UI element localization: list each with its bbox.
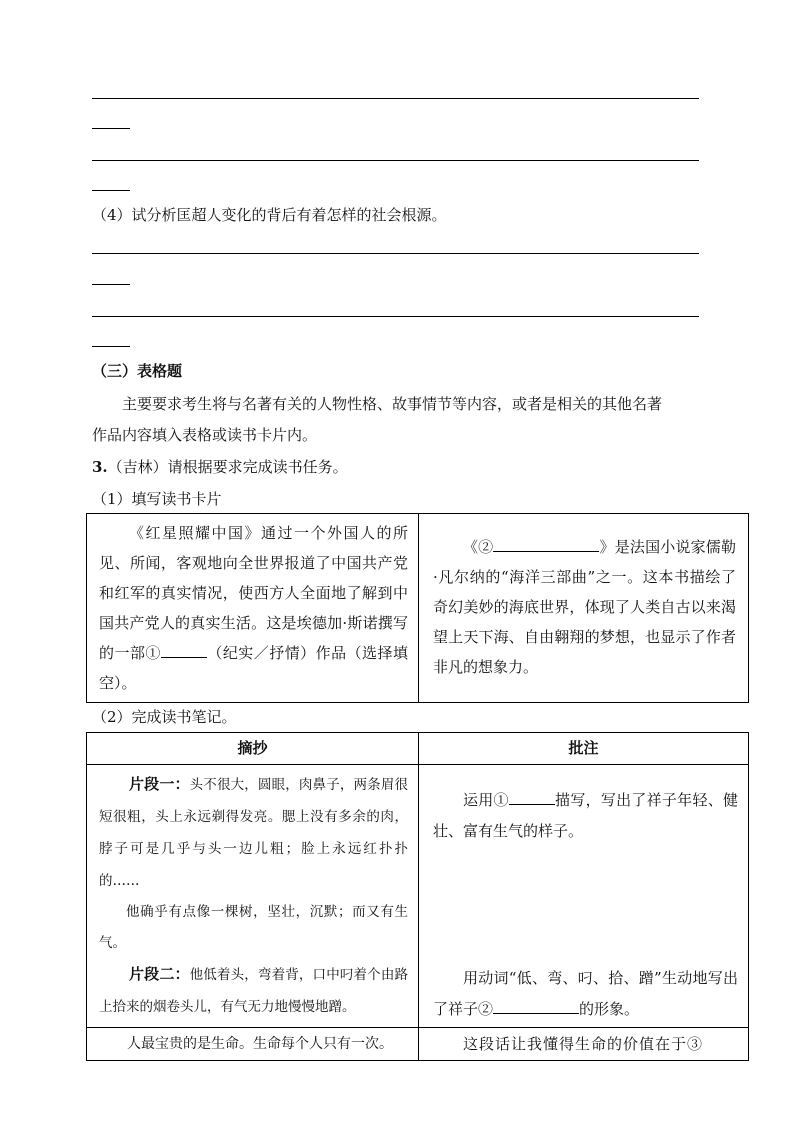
part-1-label: （1）填写读书卡片 xyxy=(92,490,222,508)
answer-line-end xyxy=(92,190,130,191)
last-left-cell xyxy=(87,1028,419,1061)
question-number: 3. xyxy=(92,458,108,476)
excerpt-2-label: 片段二： xyxy=(129,965,190,983)
answer-line-end xyxy=(92,346,130,347)
card-left-cell xyxy=(87,514,419,703)
answer-line xyxy=(92,253,699,254)
answer-line xyxy=(92,98,699,99)
reading-notes-table xyxy=(86,732,749,1061)
card-right-text-part1: 《② xyxy=(463,538,494,556)
note-1-part2: 描写，写出了祥子年轻、健壮、富有生气的样子。 xyxy=(433,791,738,840)
reading-card-table xyxy=(86,513,749,703)
note-1-part1: 运用① xyxy=(463,791,509,809)
blank-note-1[interactable] xyxy=(509,789,555,805)
card-right-cell xyxy=(419,514,749,703)
excerpt-1-label: 片段一： xyxy=(129,775,190,793)
part-2-label: （2）完成读书笔记。 xyxy=(92,708,237,726)
card-left-text-part2: （纪实／抒情）作品（选择填空）。 xyxy=(99,644,408,692)
section-heading: （三）表格题 xyxy=(92,362,183,380)
card-left-text-part1: 《红星照耀中国》通过一个外国人的所见、所闻，客观地向全世界报道了中国共产党和红军的真实情况，使西方人全面地了解到中国共产党人的真实生活。这是埃德加·斯诺撰写的一部① xyxy=(99,524,408,662)
excerpt-2-text: 他低着头，弯着背，口中叼着个由路上拾来的烟卷头儿，有气无力地慢慢地蹭。 xyxy=(99,967,408,1015)
section-intro-line-2: 作品内容填入表格或读书卡片内。 xyxy=(92,426,318,444)
excerpt-1-continued: 他确乎有点像一棵树，坚壮，沉默；而又有生气。 xyxy=(99,904,408,951)
answer-line xyxy=(92,160,699,161)
annotation-cell xyxy=(419,765,749,1028)
answer-line xyxy=(92,316,699,317)
annotation-content xyxy=(419,765,748,1022)
header-excerpt: 摘抄 xyxy=(237,739,268,757)
excerpt-content xyxy=(87,765,418,1027)
question-4-prompt: （4）试分析匡超人变化的背后有着怎样的社会根源。 xyxy=(92,206,447,224)
answer-line-end xyxy=(92,284,130,285)
header-annotation: 批注 xyxy=(568,739,599,757)
notes-header-right xyxy=(419,733,749,765)
blank-1[interactable] xyxy=(161,642,207,658)
note-2-part1: 用动词“低、弯、叼、拾、蹭”生动地写出了祥子② xyxy=(433,969,738,1018)
question-3-text: （吉林）请根据要求完成读书任务。 xyxy=(107,458,348,476)
card-right-text xyxy=(419,514,748,686)
section-intro-line-1: 主要要求考生将与名著有关的人物性格、故事情节等内容，或者是相关的其他名著 xyxy=(122,395,663,413)
blank-note-2[interactable] xyxy=(493,998,579,1014)
quote-text: 人最宝贵的是生命。生命每个人只有一次。 xyxy=(127,1036,393,1052)
notes-header-left xyxy=(87,733,419,765)
note-2-part2: 的形象。 xyxy=(579,1000,640,1018)
blank-2[interactable] xyxy=(493,536,599,552)
last-right-cell xyxy=(419,1028,749,1061)
quote-annotation: 这段话让我懂得生命的价值在于③ xyxy=(463,1035,704,1053)
excerpt-1-text: 头不很大，圆眼，肉鼻子，两条眉很短很粗，头上永远剃得发亮。腮上没有多余的肉，脖子可是几乎与头一边儿粗；脸上永远红扑扑的…… xyxy=(99,777,408,889)
card-right-text-part2: 》是法国小说家儒勒·凡尔纳的“海洋三部曲”之一。这本书描绘了奇幻美妙的海底世界，体现了人类自古以来渴望上天下海、自由翱翔的梦想，也显示了作者非凡的想象力。 xyxy=(433,538,736,676)
question-3 xyxy=(92,456,348,478)
excerpt-cell xyxy=(87,765,419,1028)
answer-line-end xyxy=(92,128,130,129)
card-left-text xyxy=(87,514,418,702)
